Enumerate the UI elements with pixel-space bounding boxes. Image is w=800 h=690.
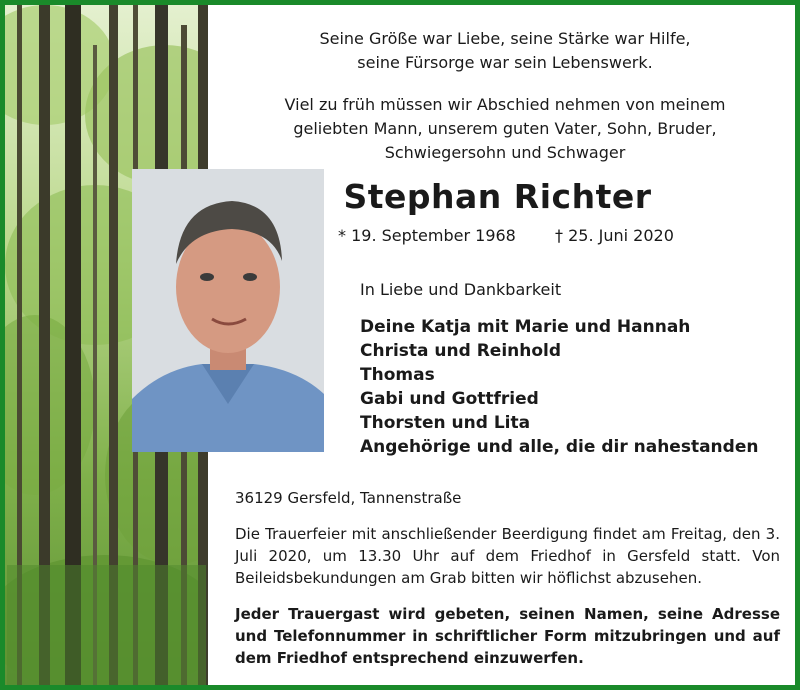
mourners-intro: In Liebe und Dankbarkeit [360,280,562,299]
mourners-list [360,315,758,459]
verse-line: seine Fürsorge war sein Lebenswerk. [357,53,653,72]
deceased-name: Stephan Richter [343,177,652,216]
funeral-notice: Die Trauerfeier mit anschließender Beerdigung findet am Freitag, den 3. Juli 2020, um 13.30 Uhr auf dem Friedhof in Gersfeld statt. Von Beileidsbekundungen am Grab bitten wir höflichst abzusehen. [235,525,780,587]
mourner-name: Angehörige und alle, die dir nahestanden [360,437,759,457]
verse-line: Seine Größe war Liebe, seine Stärke war Hilfe, [319,29,691,48]
mourner-name: Thorsten und Lita [360,413,531,433]
mourner-name: Christa und Reinhold [360,341,562,361]
intro-text [240,93,770,165]
deceased-portrait [132,169,324,452]
birth-date: * 19. September 1968 [338,226,516,245]
death-date: † 25. Juni 2020 [555,226,674,245]
address: 36129 Gersfeld, Tannenstraße [235,489,462,507]
mourner-name: Thomas [360,365,435,385]
mourner-name: Deine Katja mit Marie und Hannah [360,317,691,337]
mourner-name: Gabi und Gottfried [360,389,539,409]
intro-line: Viel zu früh müssen wir Abschied nehmen von meinem [284,95,726,114]
intro-line: Schwiegersohn und Schwager [384,143,626,162]
intro-line: geliebten Mann, unserem guten Vater, Sohn, Bruder, [293,119,717,138]
verse [265,27,745,75]
guest-request: Jeder Trauergast wird gebeten, seinen Namen, seine Adresse und Telefonnummer in schriftlicher Form mitzubringen und auf dem Friedhof entsprechend einzuwerfen. [235,605,780,667]
